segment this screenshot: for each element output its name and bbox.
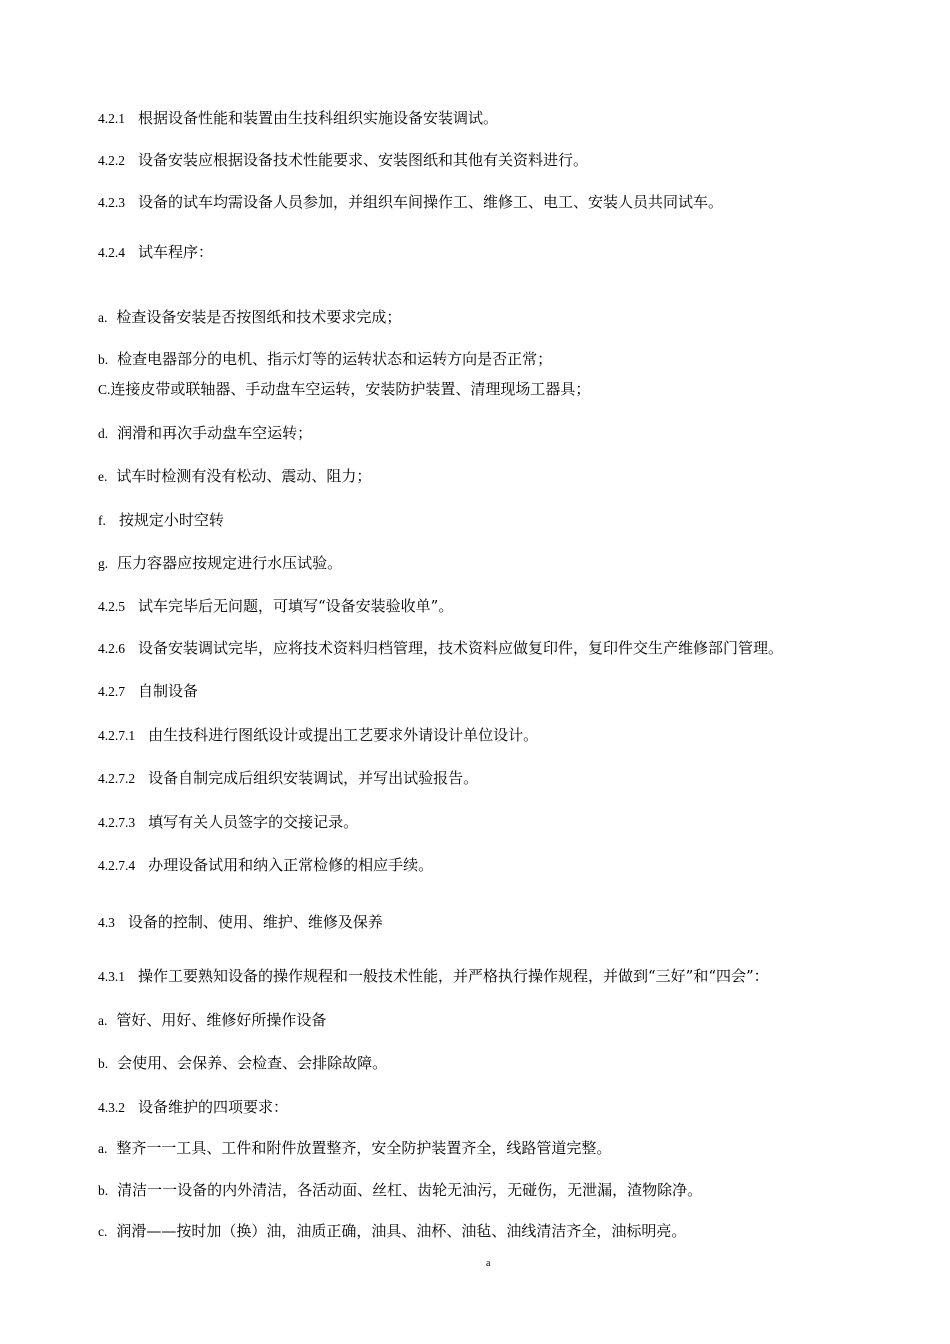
clause-text: 试车完毕后无问题，可填写“设备安装验收单”。 — [138, 597, 454, 615]
step-text: 按规定小时空转 — [118, 511, 224, 529]
clause-number: 4.2.1 — [98, 111, 125, 126]
clause-number: 4.2.7.4 — [98, 858, 136, 873]
clause-text: 设备自制完成后组织安装调试，并写出试验报告。 — [148, 769, 479, 787]
clause-number: 4.3.2 — [98, 1100, 125, 1115]
clause-4-2-5 — [98, 596, 453, 617]
step-text: 润滑和再次手动盘车空运转； — [117, 424, 313, 442]
clause-4-2-7-4 — [98, 855, 433, 876]
item-letter: c. — [98, 1224, 108, 1239]
item-text: 清洁一一设备的内外清洁，各活动面、丝杠、齿轮无油污，无碰伤，无泄漏，渣物除净。 — [117, 1181, 703, 1199]
clause-4-2-7 — [98, 681, 198, 702]
clause-4-2-7-3 — [98, 812, 358, 833]
clause-number: 4.2.5 — [98, 599, 125, 614]
step-a — [98, 307, 401, 328]
step-g — [98, 553, 342, 574]
step-b — [98, 349, 552, 370]
clause-number: 4.2.7 — [98, 684, 125, 699]
clause-text: 填写有关人员签字的交接记录。 — [148, 813, 359, 831]
maintenance-req-c — [98, 1221, 686, 1242]
item-text: 整齐一一工具、工件和附件放置整齐，安全防护装置齐全，线路管道完整。 — [116, 1139, 612, 1157]
clause-text: 设备的试车均需设备人员参加，并组织车间操作工、维修工、电工、安装人员共同试车。 — [138, 193, 724, 211]
clause-text: 操作工要熟知设备的操作规程和一般技术性能，并严格执行操作规程，并做到“三好”和“四会”： — [138, 967, 769, 985]
step-text: 检查设备安装是否按图纸和技术要求完成； — [116, 308, 402, 326]
step-letter: a. — [98, 310, 108, 325]
maintenance-req-a — [98, 1138, 611, 1159]
item-text: 润滑——按时加（换）油，油质正确，油具、油杯、油毡、油线清洁齐全，油标明亮。 — [116, 1222, 687, 1240]
clause-text: 由生技科进行图纸设计或提出工艺要求外请设计单位设计。 — [148, 726, 539, 744]
clause-number: 4.2.2 — [98, 153, 125, 168]
clause-4-2-1 — [98, 108, 498, 129]
item-letter: a. — [98, 1013, 108, 1028]
four-skills-b — [98, 1053, 387, 1074]
step-c — [98, 379, 590, 400]
clause-4-2-7-2 — [98, 768, 478, 789]
clause-text: 办理设备试用和纳入正常检修的相应手续。 — [148, 856, 434, 874]
step-letter: b. — [98, 352, 109, 367]
clause-number: 4.3.1 — [98, 969, 125, 984]
clause-number: 4.2.6 — [98, 641, 125, 656]
step-d — [98, 423, 312, 444]
clause-4-2-3 — [98, 192, 723, 213]
clause-number: 4.2.7.1 — [98, 728, 136, 743]
step-f — [98, 510, 224, 531]
step-letter: f. — [98, 513, 106, 528]
page-footer-mark: a — [486, 1258, 491, 1269]
section-4-3 — [98, 912, 383, 933]
three-good-a — [98, 1010, 326, 1031]
step-letter: d. — [98, 426, 109, 441]
clause-4-2-4 — [98, 242, 213, 263]
clause-4-2-7-1 — [98, 725, 538, 746]
clause-4-3-2 — [98, 1097, 288, 1118]
step-text: 连接皮带或联轴器、手动盘车空运转，安装防护装置、清理现场工器具； — [110, 380, 591, 398]
clause-4-2-2 — [98, 150, 588, 171]
clause-number: 4.2.7.2 — [98, 771, 136, 786]
clause-text: 试车程序： — [138, 243, 214, 261]
item-letter: a. — [98, 1141, 108, 1156]
clause-text: 自制设备 — [138, 682, 199, 700]
item-text: 会使用、会保养、会检查、会排除故障。 — [117, 1054, 388, 1072]
step-text: 试车时检测有没有松动、震动、阻力； — [116, 467, 372, 485]
maintenance-req-b — [98, 1180, 702, 1201]
clause-text: 设备安装调试完毕，应将技术资料归档管理，技术资料应做复印件，复印件交生产维修部门管理。 — [138, 639, 784, 657]
clause-number: 4.2.4 — [98, 245, 125, 260]
clause-text: 设备维护的四项要求： — [138, 1098, 289, 1116]
step-e — [98, 466, 371, 487]
item-letter: b. — [98, 1183, 109, 1198]
item-text: 管好、用好、维修好所操作设备 — [116, 1011, 327, 1029]
step-letter: e. — [98, 469, 108, 484]
clause-4-3-1 — [98, 966, 769, 987]
clause-number: 4.2.7.3 — [98, 815, 136, 830]
clause-number: 4.2.3 — [98, 195, 125, 210]
step-text: 压力容器应按规定进行水压试验。 — [117, 554, 343, 572]
section-title: 设备的控制、使用、维护、维修及保养 — [127, 913, 383, 931]
item-letter: b. — [98, 1056, 109, 1071]
step-text: 检查电器部分的电机、指示灯等的运转状态和运转方向是否正常； — [117, 350, 553, 368]
clause-4-2-6 — [98, 638, 783, 659]
step-letter: g. — [98, 556, 109, 571]
section-number: 4.3 — [98, 915, 115, 930]
step-letter: C. — [98, 382, 111, 397]
clause-text: 根据设备性能和装置由生技科组织实施设备安装调试。 — [138, 109, 499, 127]
clause-text: 设备安装应根据设备技术性能要求、安装图纸和其他有关资料进行。 — [138, 151, 589, 169]
